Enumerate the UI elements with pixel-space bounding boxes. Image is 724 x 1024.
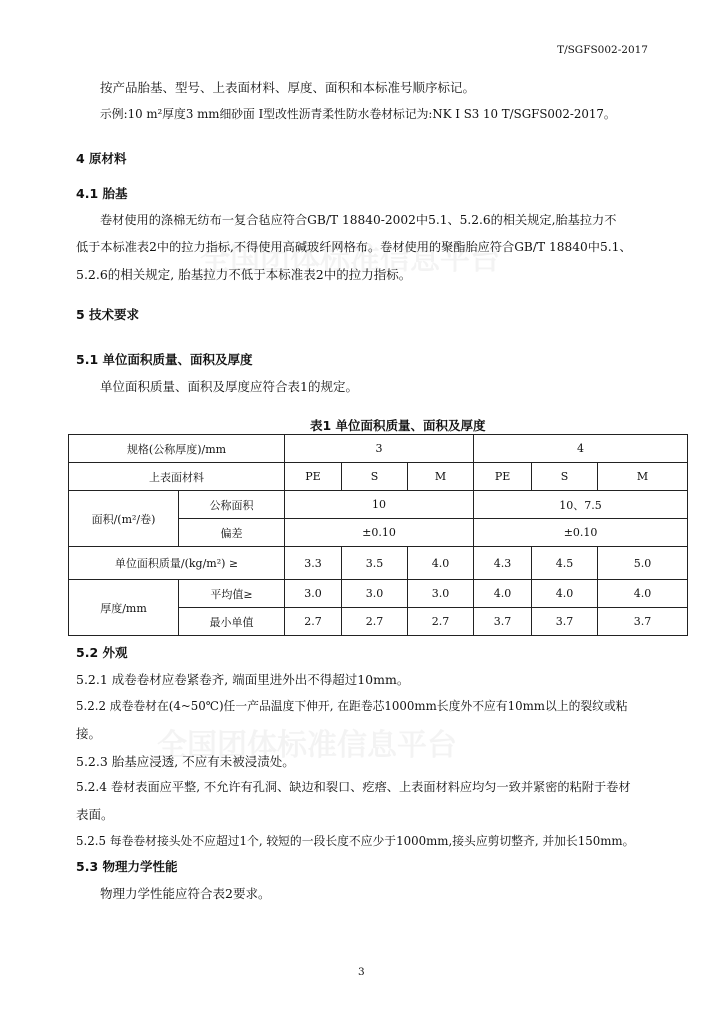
minimum-cell: 2.7 [408, 608, 474, 636]
section-5-2-2-text-line-1: 5.2.2 成卷卷材在(4~50℃)任一产品温度下伸开, 在距卷芯1000mm长度外不应有10mm以上的裂纹或粘 [76, 699, 628, 713]
mass-per-area-label: 单位面积质量/(kg/m²) ≥ [69, 547, 285, 580]
table-1-caption: 表1 单位面积质量、面积及厚度 [310, 418, 486, 433]
average-cell: 4.0 [532, 580, 598, 608]
nominal-area-3: 10 [285, 491, 474, 519]
minimum-cell: 3.7 [474, 608, 532, 636]
surface-cell: PE [474, 463, 532, 491]
section-5-1-text: 单位面积质量、面积及厚度应符合表1的规定。 [100, 379, 358, 394]
spec-4-header: 4 [474, 435, 688, 463]
mass-cell: 5.0 [598, 547, 688, 580]
section-5-3-text: 物理力学性能应符合表2要求。 [100, 886, 271, 901]
minimum-cell: 2.7 [342, 608, 408, 636]
area-label: 面积/(m²/卷) [69, 491, 179, 547]
deviation-3: ±0.10 [285, 519, 474, 547]
section-5-2-4-text-line-1: 5.2.4 卷材表面应平整, 不允许有孔洞、缺边和裂口、疙瘩、上表面材料应均匀一致并紧密的粘附于卷材 [76, 780, 631, 794]
section-5-1-title: 5.1 单位面积质量、面积及厚度 [76, 352, 253, 367]
section-4-1-text-line-2: 低于本标准表2中的拉力指标,不得使用高碱玻纤网格布。卷材使用的聚酯胎应符合GB/T 18840中5.1、 [76, 240, 632, 254]
spec-label: 规格(公称厚度)/mm [69, 435, 285, 463]
average-cell: 3.0 [285, 580, 342, 608]
section-5-2-3-text: 5.2.3 胎基应浸透, 不应有未被浸渍处。 [76, 754, 295, 769]
table-1 [68, 434, 688, 636]
minimum-cell: 3.7 [532, 608, 598, 636]
marking-order-text: 按产品胎基、型号、上表面材料、厚度、面积和本标准号顺序标记。 [100, 80, 476, 95]
section-5-2-2-text-line-2: 接。 [76, 726, 102, 741]
average-cell: 4.0 [474, 580, 532, 608]
section-4-1-title: 4.1 胎基 [76, 186, 128, 201]
section-4-1-text-line-1: 卷材使用的涤棉无纺布一复合毡应符合GB/T 18840-2002中5.1、5.2.6的相关规定,胎基拉力不 [100, 213, 617, 227]
average-cell: 4.0 [598, 580, 688, 608]
minimum-cell: 3.7 [598, 608, 688, 636]
surface-cell: PE [285, 463, 342, 491]
surface-cell: M [408, 463, 474, 491]
nominal-area-4: 10、7.5 [474, 491, 688, 519]
section-4-1-text-line-3: 5.2.6的相关规定, 胎基拉力不低于本标准表2中的拉力指标。 [76, 267, 412, 282]
section-5-2-5-text: 5.2.5 每卷卷材接头处不应超过1个, 较短的一段长度不应少于1000mm,接头应剪切整齐, 并加长150mm。 [76, 834, 635, 848]
document-code: T/SGFS002-2017 [557, 44, 648, 56]
average-label: 平均值≥ [179, 580, 285, 608]
minimum-label: 最小单值 [179, 608, 285, 636]
deviation-4: ±0.10 [474, 519, 688, 547]
mass-cell: 4.5 [532, 547, 598, 580]
section-5-3-title: 5.3 物理力学性能 [76, 859, 178, 874]
section-5-2-4-text-line-2: 表面。 [76, 807, 114, 822]
surface-cell: S [342, 463, 408, 491]
minimum-cell: 2.7 [285, 608, 342, 636]
surface-cell: M [598, 463, 688, 491]
surface-cell: S [532, 463, 598, 491]
average-cell: 3.0 [342, 580, 408, 608]
section-4-title: 4 原材料 [76, 151, 127, 166]
mass-cell: 4.3 [474, 547, 532, 580]
average-cell: 3.0 [408, 580, 474, 608]
page-number: 3 [358, 966, 365, 978]
surface-material-label: 上表面材料 [69, 463, 285, 491]
mass-cell: 3.3 [285, 547, 342, 580]
section-5-title: 5 技术要求 [76, 307, 140, 322]
deviation-label: 偏差 [179, 519, 285, 547]
mass-cell: 4.0 [408, 547, 474, 580]
spec-3-header: 3 [285, 435, 474, 463]
thickness-label: 厚度/mm [69, 580, 179, 636]
nominal-area-label: 公称面积 [179, 491, 285, 519]
section-5-2-1-text: 5.2.1 成卷卷材应卷紧卷齐, 端面里进外出不得超过10mm。 [76, 672, 410, 687]
marking-example-text: 示例:10 m²厚度3 mm细砂面 I型改性沥青柔性防水卷材标记为:NK I S3 10 T/SGFS002-2017。 [100, 107, 616, 121]
mass-cell: 3.5 [342, 547, 408, 580]
section-5-2-title: 5.2 外观 [76, 645, 128, 660]
